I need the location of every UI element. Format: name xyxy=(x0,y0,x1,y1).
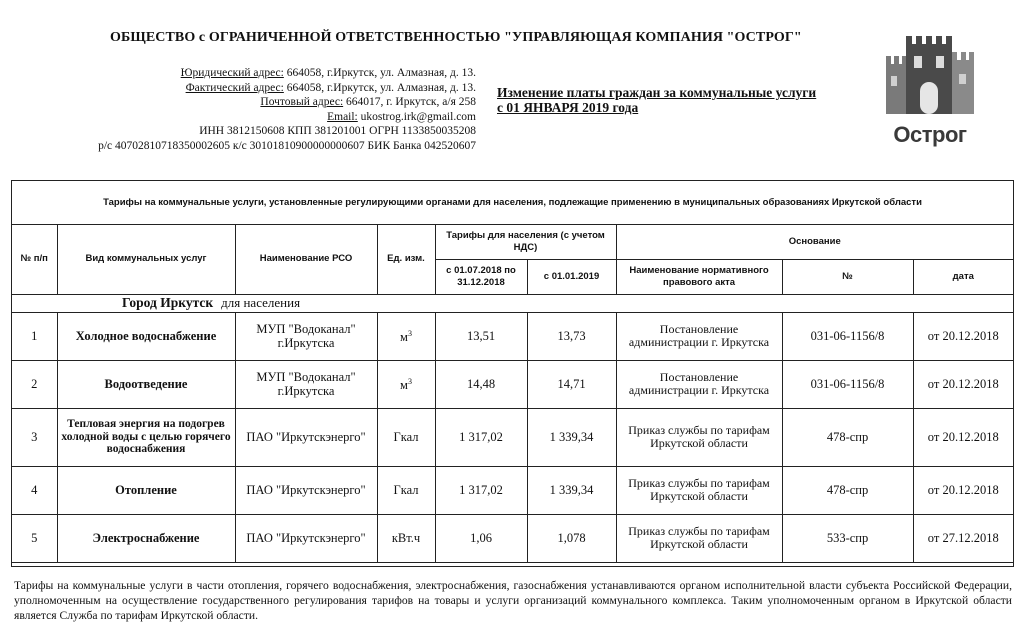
table-row xyxy=(12,408,1013,466)
bank-details: р/с 40702810718350002605 к/с 30101810900000000607 БИК Банка 042520607 xyxy=(98,139,476,152)
tariff-period2: 1 339,34 xyxy=(527,408,616,466)
table-row xyxy=(12,312,1013,360)
tariff-period1: 1,06 xyxy=(435,514,527,562)
tariff-period2: 1 339,34 xyxy=(527,466,616,514)
row-number: 4 xyxy=(12,466,57,514)
rso-name: МУП "Водоканал" г.Иркутска xyxy=(235,360,377,408)
service-name: Тепловая энергия на подогрев холодной воды с целью горячего водоснабжения xyxy=(57,408,235,466)
service-name: Холодное водоснабжение xyxy=(57,312,235,360)
email-line: Email: ukostrog.irk@gmail.com xyxy=(327,110,476,123)
row-number: 3 xyxy=(12,408,57,466)
act-number: 533-спр xyxy=(782,514,913,562)
header-act: Наименование нормативного правового акта xyxy=(616,259,782,294)
company-ids: ИНН 3812150608 КПП 381201001 ОГРН 1133850035208 xyxy=(199,125,476,137)
legal-address: Юридический адрес: 664058, г.Иркутск, ул. Алмазная, д. 13. xyxy=(180,67,476,79)
unit: $м^3$ xyxy=(377,360,435,408)
legal-act: Приказ службы по тарифам Иркутской области xyxy=(616,408,782,466)
fortress-icon xyxy=(878,34,982,122)
city-note: для населения xyxy=(221,295,301,310)
service-name: Электроснабжение xyxy=(57,514,235,562)
unit: $м^3$ xyxy=(377,312,435,360)
act-number: 478-спр xyxy=(782,408,913,466)
table-row xyxy=(12,466,1013,514)
company-addresses xyxy=(20,66,476,153)
header-period2: с 01.01.2019 xyxy=(527,259,616,294)
row-number: 1 xyxy=(12,312,57,360)
rso-name: МУП "Водоканал" г.Иркутска xyxy=(235,312,377,360)
header-unit: Ед. изм. xyxy=(377,225,435,294)
city-row xyxy=(12,294,1013,312)
act-date: от 20.12.2018 xyxy=(913,408,1013,466)
table-row xyxy=(12,360,1013,408)
act-date: от 20.12.2018 xyxy=(913,312,1013,360)
footer-note: Тарифы на коммунальные услуги в части отопления, горячего водоснабжения, электроснабжения, газоснабжения устанавливаются органом исполнительной власти субъекта Российской Федерации, уполномоченным на осуществление государственного регулирования тарифов на товары и услуги организаций коммунального комплекса. Таким уполномоченным органом в Иркутской области является Служба по тарифам Иркутской области. xyxy=(14,579,1012,622)
row-number: 2 xyxy=(12,360,57,408)
company-name: ОБЩЕСТВО с ОГРАНИЧЕННОЙ ОТВЕТСТВЕННОСТЬЮ "УПРАВЛЯЮЩАЯ КОМПАНИЯ "ОСТРОГ" xyxy=(110,30,802,45)
act-number: 031-06-1156/8 xyxy=(782,312,913,360)
rso-name: ПАО "Иркутскэнерго" xyxy=(235,514,377,562)
service-name: Отопление xyxy=(57,466,235,514)
logo-text: Острог xyxy=(893,122,967,147)
act-date: от 20.12.2018 xyxy=(913,466,1013,514)
tariff-period1: 14,48 xyxy=(435,360,527,408)
act-date: от 27.12.2018 xyxy=(913,514,1013,562)
act-number: 031-06-1156/8 xyxy=(782,360,913,408)
legal-act: Постановление администрации г. Иркутска xyxy=(616,312,782,360)
tariff-period1: 13,51 xyxy=(435,312,527,360)
actual-address: Фактический адрес: 664058, г.Иркутск, ул. Алмазная, д. 13. xyxy=(185,81,476,94)
tariff-period2: 1,078 xyxy=(527,514,616,562)
header-service: Вид коммунальных услуг xyxy=(57,225,235,294)
legal-act: Приказ службы по тарифам Иркутской области xyxy=(616,466,782,514)
ostrog-logo xyxy=(878,34,982,148)
tariff-period1: 1 317,02 xyxy=(435,466,527,514)
unit: Гкал xyxy=(377,408,435,466)
legal-act: Постановление администрации г. Иркутска xyxy=(616,360,782,408)
email-address: ukostrog.irk@gmail.com xyxy=(360,110,476,123)
header-basis: Основание xyxy=(616,225,1013,259)
table-row xyxy=(12,514,1013,562)
act-date: от 20.12.2018 xyxy=(913,360,1013,408)
postal-address: Почтовый адрес: 664017, г. Иркутск, а/я 258 xyxy=(260,96,476,108)
service-name: Водоотведение xyxy=(57,360,235,408)
header-tariffs: Тарифы для населения (с учетом НДС) xyxy=(435,225,616,259)
rso-name: ПАО "Иркутскэнерго" xyxy=(235,408,377,466)
tariff-period2: 13,73 xyxy=(527,312,616,360)
header-rso: Наименование РСО xyxy=(235,225,377,294)
row-number: 5 xyxy=(12,514,57,562)
table-title: Тарифы на коммунальные услуги, установленные регулирующими органами для населения, подлежащие применению в муниципальных образованиях Иркутской области xyxy=(12,181,1013,225)
rso-name: ПАО "Иркутскэнерго" xyxy=(235,466,377,514)
header-num: № п/п xyxy=(12,225,57,294)
unit: Гкал xyxy=(377,466,435,514)
header-date: дата xyxy=(913,259,1013,294)
unit: кВт.ч xyxy=(377,514,435,562)
city-name: Город Иркутск xyxy=(122,295,214,310)
tariff-table xyxy=(11,180,1014,567)
notice-title: Изменение платы граждан за коммунальные услуги с 01 ЯНВАРЯ 2019 года xyxy=(497,85,817,115)
act-number: 478-спр xyxy=(782,466,913,514)
tariff-period1: 1 317,02 xyxy=(435,408,527,466)
tariff-period2: 14,71 xyxy=(527,360,616,408)
legal-act: Приказ службы по тарифам Иркутской области xyxy=(616,514,782,562)
header-period1: с 01.07.2018 по 31.12.2018 xyxy=(435,259,527,294)
header-no: № xyxy=(782,259,913,294)
